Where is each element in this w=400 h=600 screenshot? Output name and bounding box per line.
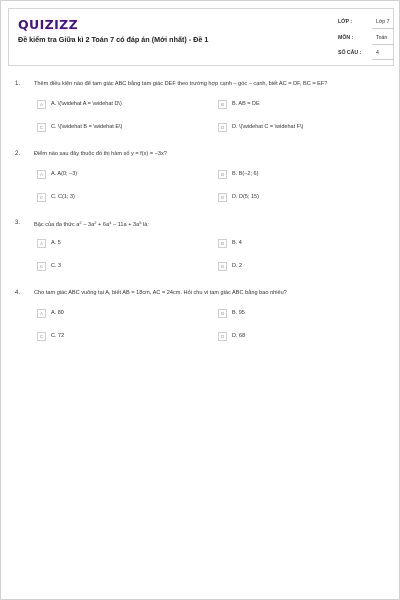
option-text: A. \(\widehat A = \widehat D\) xyxy=(51,101,122,107)
option-text: B. 95 xyxy=(232,310,245,316)
option-letter-box: B xyxy=(218,239,227,248)
question-text: Điểm nào sau đây thuộc đồ thị hàm số y = f(x) = −3x? xyxy=(34,151,167,157)
option-text: B. B(−2; 6) xyxy=(232,171,259,177)
meta-subject-label: MÔN : xyxy=(338,35,354,41)
document-title: Đề kiểm tra Giữa kì 2 Toán 7 có đáp án (Mới nhất) - Đề 1 xyxy=(18,35,209,44)
meta-question-count-value: 4 xyxy=(372,50,394,60)
option-letter-box: A xyxy=(37,100,46,109)
option-letter-box: D xyxy=(218,193,227,202)
option-text: C. \(\widehat B = \widehat E\) xyxy=(51,124,123,130)
question-text: Bậc của đa thức $a^2 - 3a^2 + 6a^4 - 11a + 3a^5$ là: xyxy=(34,220,149,228)
option-letter-box: C xyxy=(37,193,46,202)
option-text: B. AB = DE xyxy=(232,101,260,107)
option-text: A. 80 xyxy=(51,310,64,316)
question-number: 2. xyxy=(15,151,21,157)
option-letter-box: B xyxy=(218,170,227,179)
option-letter-box: A xyxy=(37,309,46,318)
option-text: B. 4 xyxy=(232,240,242,246)
quizizz-logo: QUIZIZZ xyxy=(18,17,79,32)
option-text: D. 2 xyxy=(232,263,243,269)
option-letter-box: D xyxy=(218,123,227,132)
option-letter-box: D xyxy=(218,262,227,271)
option-text: A. 5 xyxy=(51,240,61,246)
option-letter-box: A xyxy=(37,170,46,179)
option-text: D. \(\widehat C = \widehat F\) xyxy=(232,124,304,130)
option-letter-box: D xyxy=(218,332,227,341)
worksheet-header xyxy=(8,8,394,66)
option-text: C. 72 xyxy=(51,333,65,339)
question-number: 4. xyxy=(15,290,21,296)
meta-class-value: Lớp 7 xyxy=(372,19,394,29)
option-text: C. C(1; 3) xyxy=(51,194,75,200)
question-text: Thêm điều kiện nào để tam giác ABC bằng tam giác DEF theo trường hợp cạnh – góc – cạnh, biết AC = DF, BC = EF? xyxy=(34,81,328,87)
option-letter-box: B xyxy=(218,309,227,318)
meta-subject-value: Toán xyxy=(372,35,394,45)
question-number: 1. xyxy=(15,81,21,87)
option-letter-box: A xyxy=(37,239,46,248)
option-text: A. A(0; −3) xyxy=(51,171,78,177)
option-letter-box: B xyxy=(218,100,227,109)
option-text: C. 3 xyxy=(51,263,62,269)
option-text: D. D(5; 15) xyxy=(232,194,259,200)
question-number: 3. xyxy=(15,220,21,226)
option-letter-box: C xyxy=(37,332,46,341)
question-text: Cho tam giác ABC vuông tại A, biết AB = 18cm, AC = 24cm. Hỏi chu vi tam giác ABC bằng bao nhiêu? xyxy=(34,290,287,296)
option-text: D. 68 xyxy=(232,333,246,339)
meta-class-label: LỚP : xyxy=(338,19,353,25)
meta-question-count-label: SỐ CÂU : xyxy=(338,50,362,56)
option-letter-box: C xyxy=(37,123,46,132)
option-letter-box: C xyxy=(37,262,46,271)
